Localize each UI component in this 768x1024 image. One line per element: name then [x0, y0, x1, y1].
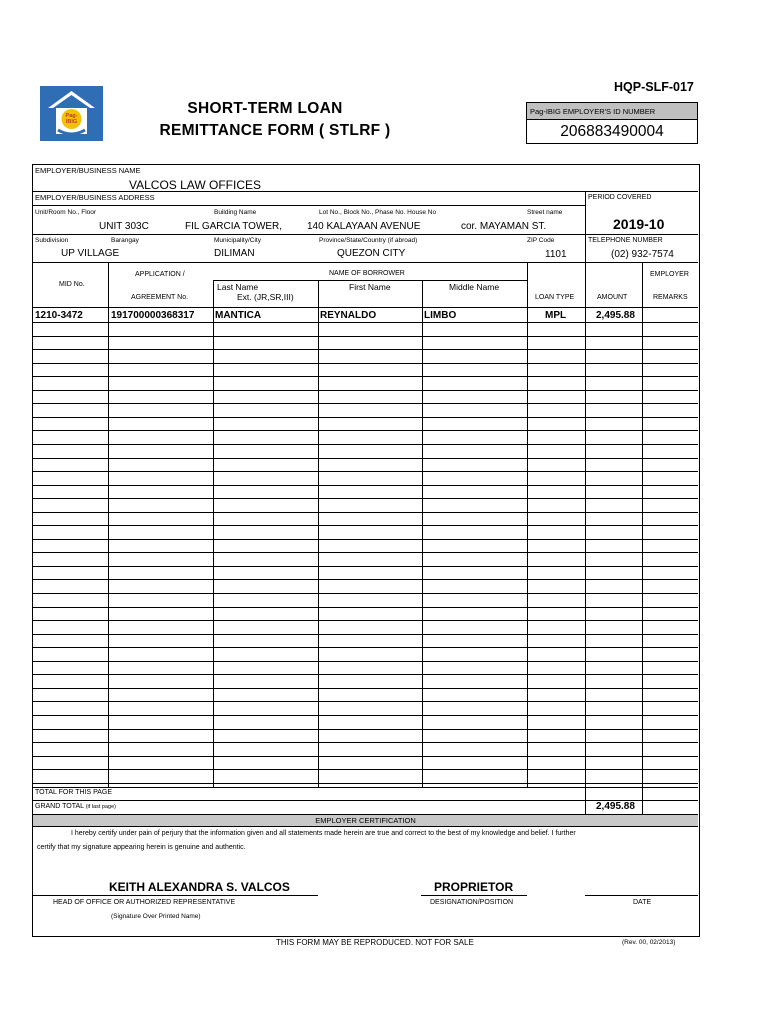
- svg-text:Pag-: Pag-: [65, 113, 78, 119]
- totals-top-line: [33, 787, 698, 788]
- street-value: cor. MAYAMAN ST.: [461, 221, 547, 232]
- period-covered-label: PERIOD COVERED: [588, 194, 652, 201]
- barangay-label: Barangay: [111, 237, 139, 244]
- table-row-line: [33, 620, 698, 621]
- row1-last-name: MANTICA: [215, 310, 262, 321]
- table-row-line: [33, 444, 698, 445]
- building-label: Building Name: [214, 209, 257, 216]
- totals-divider: [585, 787, 586, 814]
- name-of-borrower-header: NAME OF BORROWER: [329, 270, 405, 277]
- form-title-line1: SHORT-TERM LOAN: [187, 100, 343, 117]
- building-value: FIL GARCIA TOWER,: [185, 221, 283, 232]
- total-page-label: TOTAL FOR THIS PAGE: [35, 789, 113, 796]
- table-row-line: [33, 607, 698, 608]
- row1-first-name: REYNALDO: [320, 310, 377, 321]
- date-label: DATE: [633, 899, 652, 906]
- table-row-line: [33, 688, 698, 689]
- table-row-line: [33, 525, 698, 526]
- lot-value: 140 KALAYAAN AVENUE: [307, 221, 421, 232]
- employer-id-box: [526, 102, 698, 144]
- table-row-line: [33, 661, 698, 662]
- certification-header: EMPLOYER CERTIFICATION: [315, 816, 416, 825]
- subdivision-value: UP VILLAGE: [61, 248, 120, 259]
- table-row-line: [33, 756, 698, 757]
- grand-total-text: GRAND TOTAL: [35, 803, 84, 810]
- form-title-line2: REMITTANCE FORM ( STLRF ): [159, 122, 391, 139]
- municipality-label: Municipality/City: [214, 237, 261, 244]
- footer-note: THIS FORM MAY BE REPRODUCED. NOT FOR SALE: [276, 938, 474, 947]
- row1-loan-type: MPL: [545, 310, 567, 321]
- row1-app-no: 191700000368317: [111, 310, 195, 321]
- form-frame: [32, 164, 700, 937]
- table-row-line: [33, 458, 698, 459]
- table-row-line: [33, 593, 698, 594]
- certification-header-band: [33, 814, 698, 827]
- table-row-line: [33, 498, 698, 499]
- table-row-line: [33, 363, 698, 364]
- certification-text-line2: certify that my signature appearing herein is genuine and authentic.: [37, 844, 246, 851]
- table-row-line: [33, 349, 698, 350]
- signatory-label: HEAD OF OFFICE OR AUTHORIZED REPRESENTATIVE: [53, 899, 236, 906]
- designation-value: PROPRIETOR: [434, 880, 514, 894]
- subdivision-label: Subdivision: [35, 237, 69, 244]
- first-name-header: First Name: [349, 282, 391, 292]
- table-row-line: [33, 336, 698, 337]
- row1-mid: 1210-3472: [35, 310, 83, 321]
- grand-total-note: (if last page): [85, 804, 116, 810]
- table-row-line: [33, 647, 698, 648]
- zip-value: 1101: [545, 249, 567, 260]
- zip-label: ZIP Code: [527, 237, 555, 244]
- designation-label: DESIGNATION/POSITION: [430, 899, 514, 906]
- province-label: Province/State/Country (if abroad): [319, 237, 418, 244]
- row1-amount: 2,495.88: [596, 310, 635, 321]
- table-column-line: [318, 280, 319, 787]
- grand-total-label: [35, 803, 116, 810]
- signatory-name: KEITH ALEXANDRA S. VALCOS: [109, 880, 290, 894]
- table-row-line: [33, 729, 698, 730]
- table-row-line: [33, 471, 698, 472]
- period-covered-value: 2019-10: [613, 216, 665, 232]
- table-row-line: [33, 701, 698, 702]
- pag-ibig-logo: [40, 86, 103, 141]
- lot-label: Lot No., Block No., Phase No. House No: [319, 209, 437, 216]
- table-row-line: [33, 512, 698, 513]
- employer-header: EMPLOYER: [650, 271, 689, 278]
- amount-header: AMOUNT: [597, 294, 628, 301]
- table-row-line: [33, 417, 698, 418]
- table-row-line: [33, 566, 698, 567]
- table-header-bottom: [33, 307, 698, 308]
- employer-id-label: Pag-IBIG EMPLOYER'S ID NUMBER: [527, 103, 697, 120]
- employer-name: VALCOS LAW OFFICES: [129, 178, 262, 192]
- middle-name-header: Middle Name: [449, 282, 500, 292]
- svg-text:IBIG: IBIG: [65, 119, 78, 125]
- table-row-line: [33, 485, 698, 486]
- table-row-line: [33, 403, 698, 404]
- municipality-value: DILIMAN: [214, 248, 255, 259]
- table-row-line: [33, 674, 698, 675]
- app-header-line1: APPLICATION /: [135, 271, 185, 278]
- certification-text-line1: I hereby certify under pain of perjury that the information given and all statements made herein are true and correct to the best of my knowledge and belief. I further: [71, 830, 576, 837]
- province-value: QUEZON CITY: [337, 248, 406, 259]
- table-row-line: [33, 783, 698, 784]
- table-row-line: [33, 742, 698, 743]
- total-page-line: [33, 800, 698, 801]
- street-label: Street name: [527, 209, 563, 216]
- last-name-header: Last Name: [217, 282, 259, 292]
- table-column-line: [213, 280, 214, 787]
- table-row-line: [33, 322, 698, 323]
- table-row-line: [33, 430, 698, 431]
- app-header-line2: AGREEMENT No.: [131, 294, 189, 301]
- table-row-line: [33, 579, 698, 580]
- remarks-header: REMARKS: [653, 294, 688, 301]
- footer-revision: (Rev. 00, 02/2013): [622, 939, 676, 946]
- unit-label: Unit/Room No., Floor: [35, 209, 97, 216]
- grand-total-value: 2,495.88: [596, 801, 635, 812]
- signatory-sub: (Signature Over Printed Name): [111, 913, 201, 920]
- telephone-label: TELEPHONE NUMBER: [588, 237, 663, 244]
- unit-value: UNIT 303C: [99, 221, 149, 232]
- row1-middle-name: LIMBO: [424, 310, 457, 321]
- table-row-line: [33, 715, 698, 716]
- employer-address-label: EMPLOYER/BUSINESS ADDRESS: [35, 193, 155, 202]
- table-column-line: [422, 280, 423, 787]
- telephone-value: (02) 932-7574: [611, 249, 674, 260]
- table-row-line: [33, 634, 698, 635]
- totals-divider: [642, 787, 643, 814]
- employer-name-label: EMPLOYER/BUSINESS NAME: [35, 166, 141, 175]
- employer-id-value: 206883490004: [560, 123, 664, 140]
- ext-header: Ext. (JR,SR,III): [237, 292, 294, 302]
- table-row-line: [33, 769, 698, 770]
- mid-header: MID No.: [59, 281, 85, 288]
- table-row-line: [33, 376, 698, 377]
- table-row-line: [33, 390, 698, 391]
- loan-type-header: LOAN TYPE: [535, 294, 575, 301]
- table-row-line: [33, 552, 698, 553]
- form-code: HQP-SLF-017: [614, 80, 694, 94]
- table-row-line: [33, 539, 698, 540]
